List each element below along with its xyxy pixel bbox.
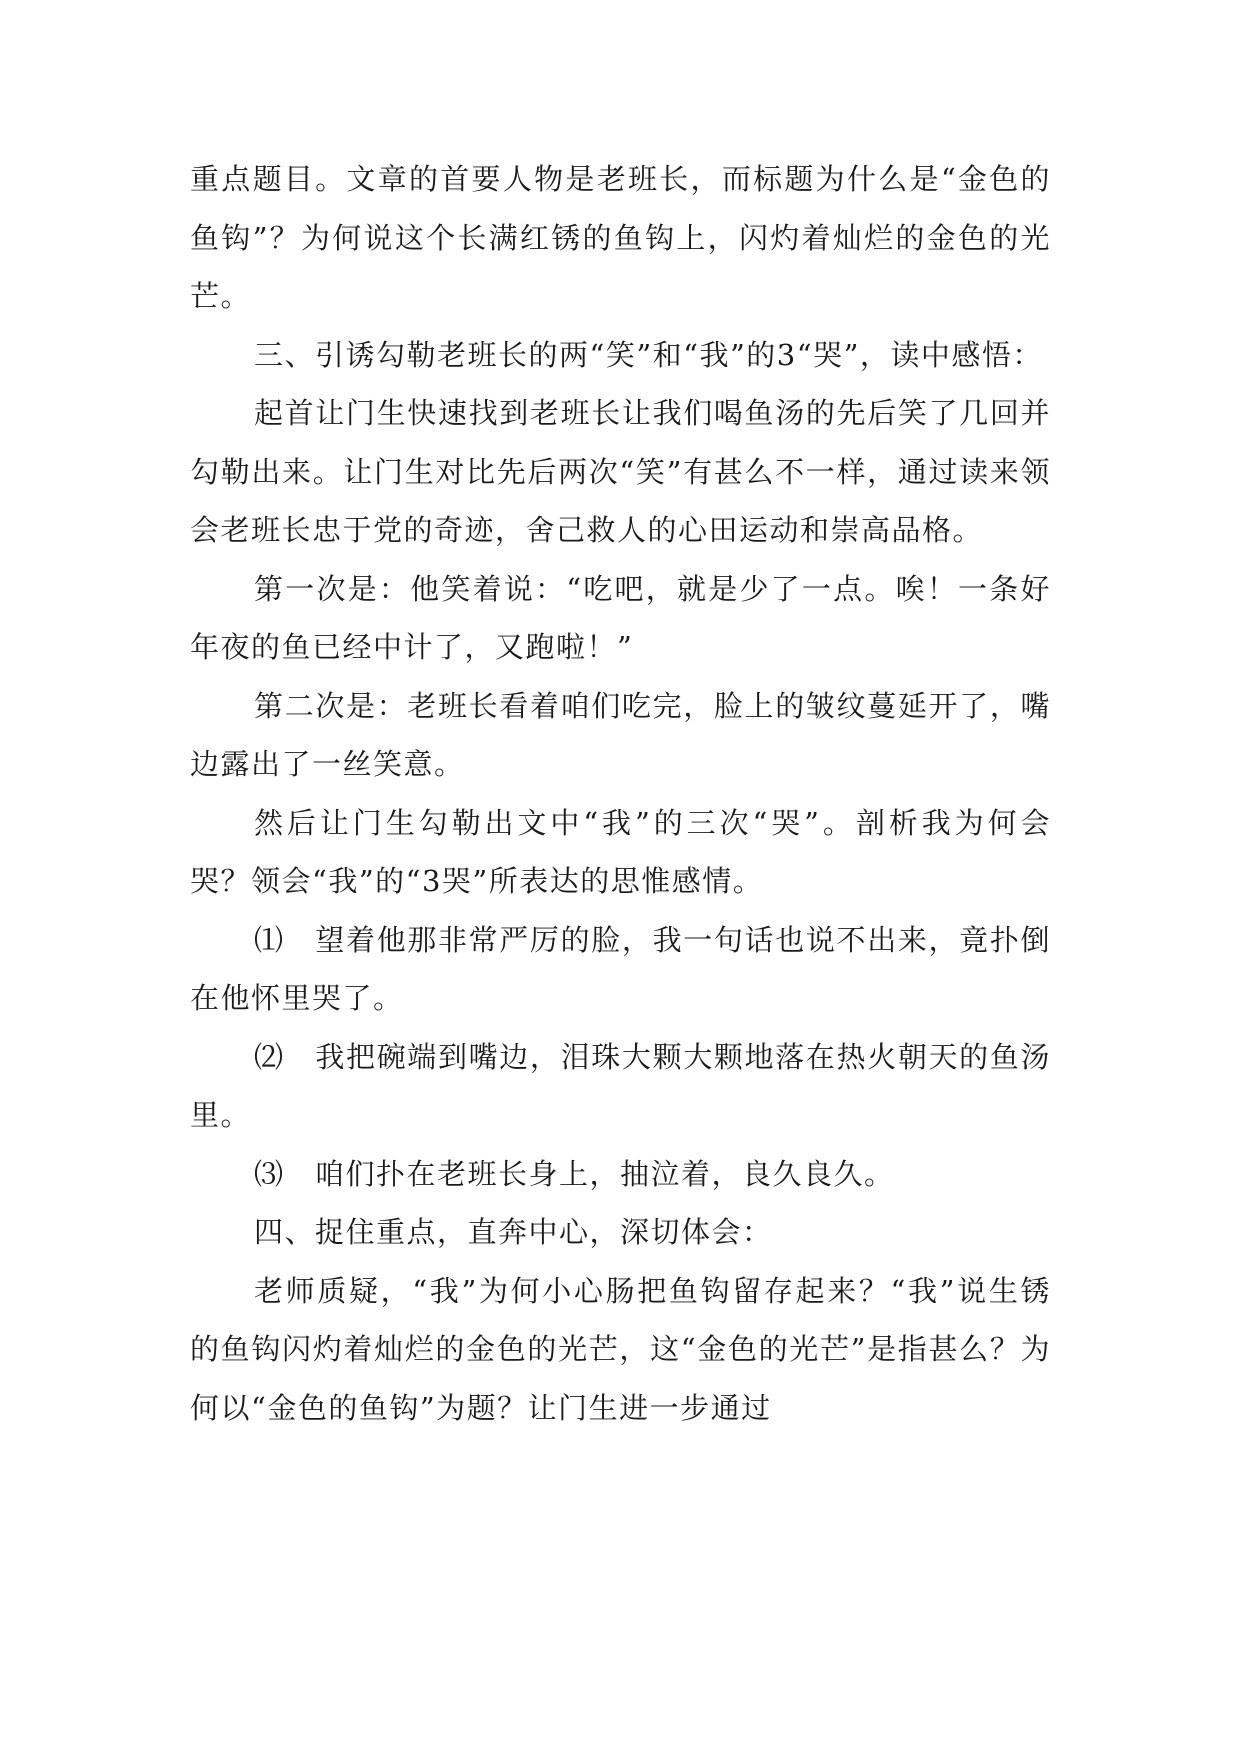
list-item-3: ⑶ 咱们扑在老班长身上，抽泣着，良久良久。 xyxy=(254,1156,895,1191)
paragraph-second-smile: 第二次是：老班长看着咱们吃完，脸上的皱纹蔓延开了，嘴边露出了一丝笑意。 xyxy=(190,688,1051,781)
paragraph-continuation: 重点题目。文章的首要人物是老班长，而标题为什么是“金色的鱼钩”？为何说这个长满红锈的鱼钩上，闪灼着灿烂的金色的光芒。 xyxy=(190,162,1051,313)
section-heading-four: 四、捉住重点，直奔中心，深切体会： xyxy=(254,1215,773,1249)
list-item-2: ⑵ 我把碗端到嘴边，泪珠大颗大颗地落在热火朝天的鱼汤里。 xyxy=(190,1039,1051,1132)
paragraph: 然后让门生勾勒出文中“我”的三次“哭”。剖析我为何会哭？领会“我”的“3哭”所表达的思惟感情。 xyxy=(190,805,1051,898)
paragraph-first-smile: 第一次是：他笑着说：“吃吧，就是少了一点。唉！一条好年夜的鱼已经中计了，又跑啦！” xyxy=(190,571,1051,664)
document-body xyxy=(190,150,1051,1437)
paragraph: 老师质疑，“我”为何小心肠把鱼钩留存起来？“我”说生锈的鱼钩闪灼着灿烂的金色的光芒，这“金色的光芒”是指甚么？为何以“金色的鱼钩”为题？让门生进一步通过 xyxy=(190,1273,1051,1425)
section-heading-three: 三、引诱勾勒老班长的两“笑”和“我”的3“哭”，读中感悟： xyxy=(254,337,1043,372)
list-item-1: ⑴ 望着他那非常严厉的脸，我一句话也说不出来，竟扑倒在他怀里哭了。 xyxy=(190,922,1051,1015)
paragraph: 起首让门生快速找到老班长让我们喝鱼汤的先后笑了几回并勾勒出来。让门生对比先后两次“笑”有甚么不一样，通过读来领会老班长忠于党的奇迹，舍己救人的心田运动和崇高品格。 xyxy=(190,396,1051,547)
